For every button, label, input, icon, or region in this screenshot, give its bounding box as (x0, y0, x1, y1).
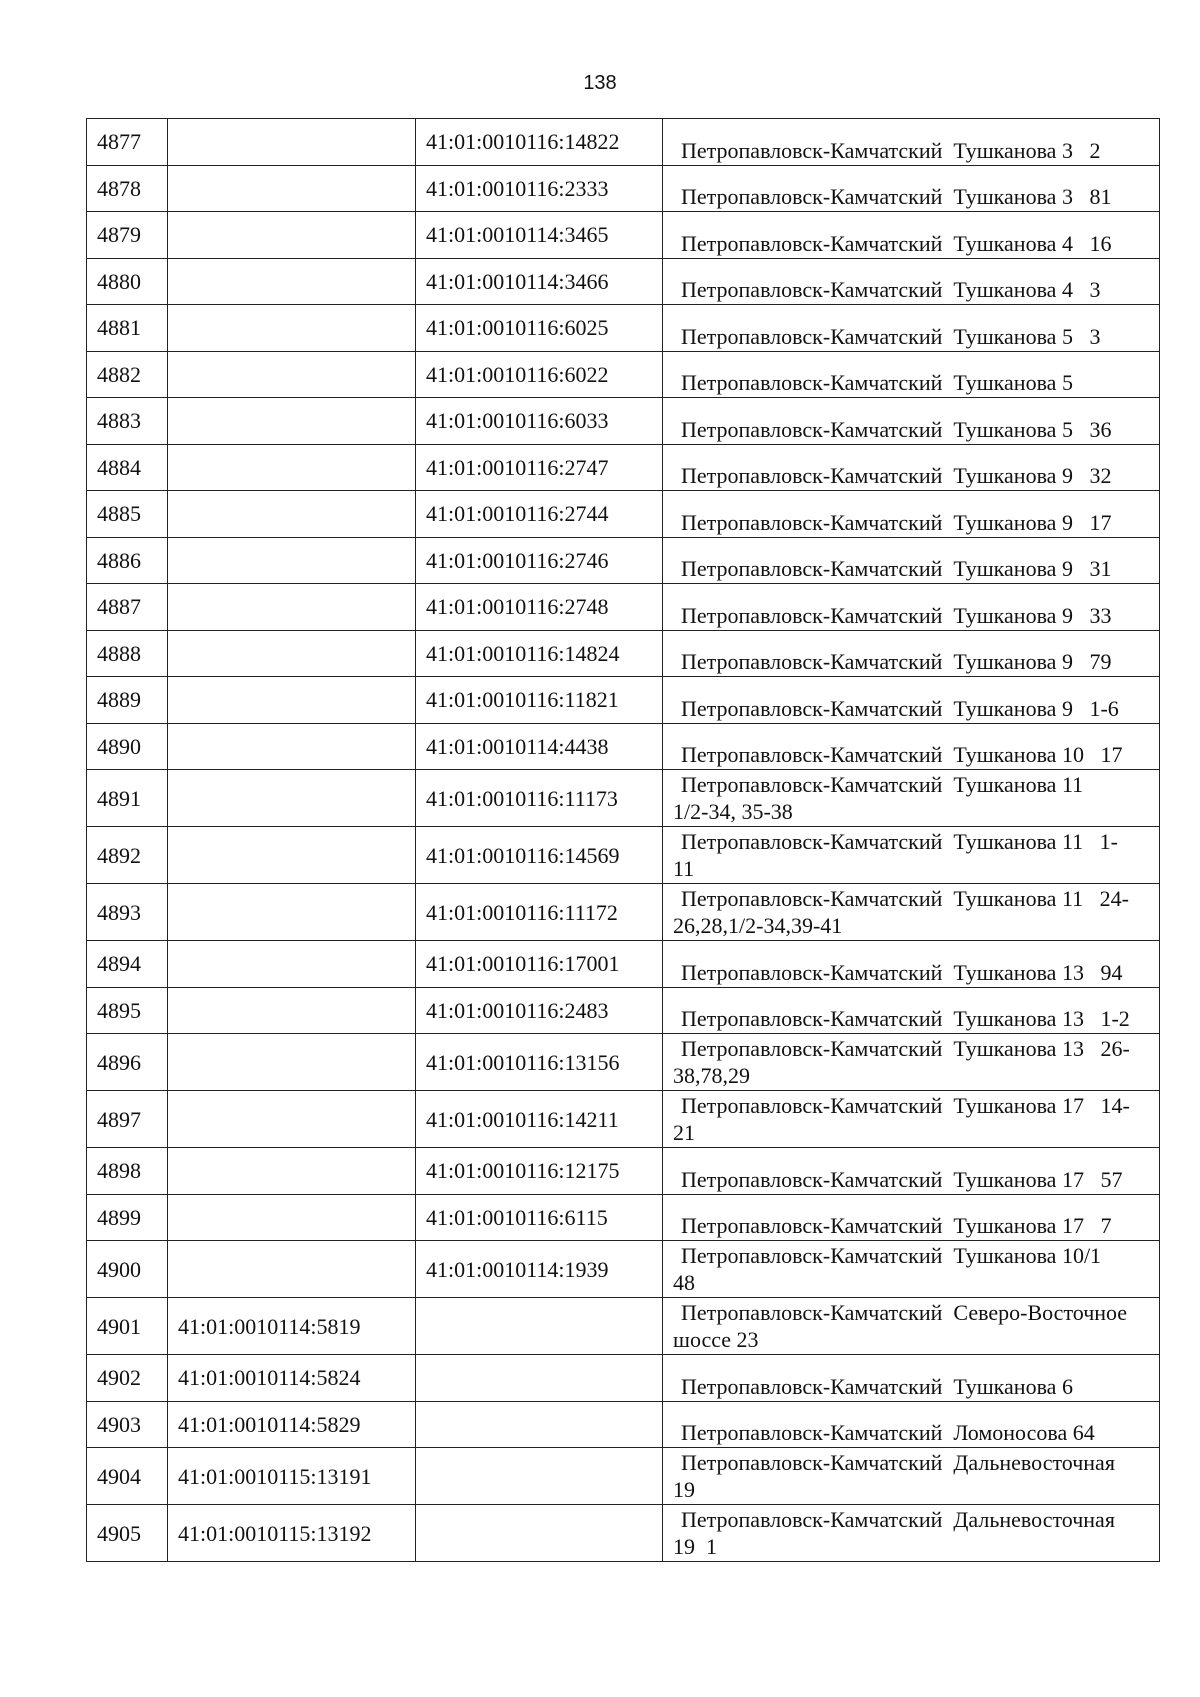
address-cell: Петропавловск-Камчатский Тушканова 4 3 (663, 258, 1160, 305)
address-cell: Петропавловск-Камчатский Тушканова 9 32 (663, 444, 1160, 491)
address-line: 48 (673, 1270, 695, 1295)
row-number-cell: 4887 (87, 584, 168, 631)
cadastral-number-cell (168, 1194, 416, 1241)
row-number-cell: 4905 (87, 1505, 168, 1562)
row-number-cell: 4899 (87, 1194, 168, 1241)
row-number-cell: 4893 (87, 884, 168, 941)
cadastral-number-cell: 41:01:0010116:13156 (416, 1034, 663, 1091)
row-number-cell: 4889 (87, 677, 168, 724)
address-cell (663, 1241, 1160, 1298)
address-cell (663, 770, 1160, 827)
table-row (87, 1034, 1160, 1091)
table-row (87, 1505, 1160, 1562)
cadastral-number-cell (168, 1034, 416, 1091)
cadastral-number-cell (168, 941, 416, 988)
table-row (87, 827, 1160, 884)
row-number-cell: 4894 (87, 941, 168, 988)
table-row (87, 1091, 1160, 1148)
cadastral-number-cell (416, 1448, 663, 1505)
cadastral-number-cell (168, 119, 416, 166)
address-cell: Петропавловск-Камчатский Ломоносова 64 (663, 1401, 1160, 1448)
cadastral-number-cell (168, 884, 416, 941)
row-number-cell: 4901 (87, 1298, 168, 1355)
address-line: Петропавловск-Камчатский Северо-Восточное (681, 1300, 1128, 1325)
cadastral-number-cell: 41:01:0010114:3465 (416, 212, 663, 259)
table-row (87, 444, 1160, 491)
cadastral-number-cell (168, 398, 416, 445)
row-number-cell: 4898 (87, 1148, 168, 1195)
cadastral-number-cell (168, 258, 416, 305)
address-cell (663, 1034, 1160, 1091)
cadastral-number-cell (168, 630, 416, 677)
address-line: Петропавловск-Камчатский Тушканова 17 14- (681, 1093, 1130, 1118)
table-row (87, 212, 1160, 259)
cadastral-number-cell (168, 537, 416, 584)
cadastral-number-cell: 41:01:0010114:1939 (416, 1241, 663, 1298)
address-line: Петропавловск-Камчатский Тушканова 10/1 (681, 1243, 1102, 1268)
table-row (87, 305, 1160, 352)
table-row (87, 723, 1160, 770)
cadastral-number-cell: 41:01:0010116:17001 (416, 941, 663, 988)
table-row (87, 884, 1160, 941)
cadastral-number-cell: 41:01:0010116:12175 (416, 1148, 663, 1195)
address-cell: Петропавловск-Камчатский Тушканова 9 1-6 (663, 677, 1160, 724)
address-cell: Петропавловск-Камчатский Тушканова 5 (663, 351, 1160, 398)
table-row (87, 351, 1160, 398)
cadastral-number-cell: 41:01:0010116:6022 (416, 351, 663, 398)
table-row (87, 1148, 1160, 1195)
cadastral-number-cell (416, 1355, 663, 1402)
cadastral-number-cell: 41:01:0010116:14822 (416, 119, 663, 166)
cadastral-number-cell: 41:01:0010116:2746 (416, 537, 663, 584)
table-row (87, 770, 1160, 827)
table-row (87, 1241, 1160, 1298)
cadastral-number-cell: 41:01:0010116:6115 (416, 1194, 663, 1241)
row-number-cell: 4881 (87, 305, 168, 352)
cadastral-number-cell: 41:01:0010116:14569 (416, 827, 663, 884)
cadastral-number-cell: 41:01:0010114:3466 (416, 258, 663, 305)
cadastral-number-cell: 41:01:0010116:14211 (416, 1091, 663, 1148)
address-line: Петропавловск-Камчатский Тушканова 11 (681, 772, 1084, 797)
address-cell: Петропавловск-Камчатский Тушканова 9 17 (663, 491, 1160, 538)
cadastral-number-cell: 41:01:0010116:2748 (416, 584, 663, 631)
row-number-cell: 4892 (87, 827, 168, 884)
cadastral-number-cell (168, 723, 416, 770)
address-cell (663, 884, 1160, 941)
cadastral-number-cell (168, 677, 416, 724)
row-number-cell: 4882 (87, 351, 168, 398)
address-cell (663, 1091, 1160, 1148)
address-line: 1/2-34, 35-38 (673, 799, 793, 824)
address-cell: Петропавловск-Камчатский Тушканова 9 79 (663, 630, 1160, 677)
cadastral-number-cell (168, 827, 416, 884)
cadastral-number-cell: 41:01:0010116:2333 (416, 165, 663, 212)
row-number-cell: 4891 (87, 770, 168, 827)
address-line: 19 1 (673, 1534, 717, 1559)
address-line: шоссе 23 (673, 1327, 759, 1352)
cadastral-number-cell (168, 1148, 416, 1195)
cadastral-number-cell: 41:01:0010116:2483 (416, 987, 663, 1034)
address-cell (663, 1298, 1160, 1355)
address-line: Петропавловск-Камчатский Дальневосточная (681, 1450, 1115, 1475)
cadastral-number-cell (416, 1401, 663, 1448)
table-row (87, 1194, 1160, 1241)
table-row (87, 119, 1160, 166)
cadastral-number-cell (168, 987, 416, 1034)
cadastral-number-cell (416, 1505, 663, 1562)
table-row (87, 537, 1160, 584)
cadastral-number-cell (168, 165, 416, 212)
address-cell (663, 827, 1160, 884)
table-row (87, 584, 1160, 631)
address-cell: Петропавловск-Камчатский Тушканова 5 36 (663, 398, 1160, 445)
address-line: 26,28,1/2-34,39-41 (673, 913, 843, 938)
address-cell: Петропавловск-Камчатский Тушканова 3 2 (663, 119, 1160, 166)
cadastral-number-cell (168, 305, 416, 352)
cadastral-number-cell: 41:01:0010114:5824 (168, 1355, 416, 1402)
address-line: Петропавловск-Камчатский Тушканова 11 1- (681, 829, 1118, 854)
table-row (87, 677, 1160, 724)
address-line: 11 (673, 856, 695, 881)
table-row (87, 491, 1160, 538)
address-cell: Петропавловск-Камчатский Тушканова 4 16 (663, 212, 1160, 259)
cadastral-number-cell (168, 1241, 416, 1298)
row-number-cell: 4900 (87, 1241, 168, 1298)
cadastral-number-cell: 41:01:0010115:13191 (168, 1448, 416, 1505)
row-number-cell: 4904 (87, 1448, 168, 1505)
address-line: 19 (673, 1477, 695, 1502)
address-cell: Петропавловск-Камчатский Тушканова 9 33 (663, 584, 1160, 631)
register-table (86, 118, 1160, 1562)
address-cell: Петропавловск-Камчатский Тушканова 5 3 (663, 305, 1160, 352)
row-number-cell: 4880 (87, 258, 168, 305)
row-number-cell: 4878 (87, 165, 168, 212)
cadastral-number-cell (416, 1298, 663, 1355)
address-cell: Петропавловск-Камчатский Тушканова 3 81 (663, 165, 1160, 212)
cadastral-number-cell: 41:01:0010116:6033 (416, 398, 663, 445)
register-table-body (87, 119, 1160, 1562)
table-row (87, 1355, 1160, 1402)
row-number-cell: 4877 (87, 119, 168, 166)
address-line: Петропавловск-Камчатский Тушканова 13 26- (681, 1036, 1130, 1061)
address-cell: Петропавловск-Камчатский Тушканова 13 94 (663, 941, 1160, 988)
address-line: 21 (673, 1120, 695, 1145)
table-row (87, 630, 1160, 677)
table-row (87, 987, 1160, 1034)
table-row (87, 1298, 1160, 1355)
table-row (87, 165, 1160, 212)
address-cell (663, 1448, 1160, 1505)
cadastral-number-cell: 41:01:0010116:11172 (416, 884, 663, 941)
cadastral-number-cell (168, 351, 416, 398)
row-number-cell: 4902 (87, 1355, 168, 1402)
cadastral-number-cell (168, 444, 416, 491)
row-number-cell: 4903 (87, 1401, 168, 1448)
row-number-cell: 4884 (87, 444, 168, 491)
cadastral-number-cell: 41:01:0010114:5829 (168, 1401, 416, 1448)
cadastral-number-cell: 41:01:0010116:14824 (416, 630, 663, 677)
table-row (87, 258, 1160, 305)
address-cell: Петропавловск-Камчатский Тушканова 6 (663, 1355, 1160, 1402)
row-number-cell: 4888 (87, 630, 168, 677)
row-number-cell: 4883 (87, 398, 168, 445)
address-line: Петропавловск-Камчатский Дальневосточная (681, 1507, 1115, 1532)
cadastral-number-cell: 41:01:0010116:6025 (416, 305, 663, 352)
cadastral-number-cell (168, 212, 416, 259)
address-cell: Петропавловск-Камчатский Тушканова 9 31 (663, 537, 1160, 584)
address-cell (663, 1505, 1160, 1562)
cadastral-number-cell: 41:01:0010116:11173 (416, 770, 663, 827)
row-number-cell: 4897 (87, 1091, 168, 1148)
table-row (87, 1448, 1160, 1505)
address-cell: Петропавловск-Камчатский Тушканова 17 57 (663, 1148, 1160, 1195)
row-number-cell: 4886 (87, 537, 168, 584)
cadastral-number-cell: 41:01:0010114:5819 (168, 1298, 416, 1355)
row-number-cell: 4885 (87, 491, 168, 538)
row-number-cell: 4879 (87, 212, 168, 259)
cadastral-number-cell: 41:01:0010116:2744 (416, 491, 663, 538)
cadastral-number-cell: 41:01:0010116:11821 (416, 677, 663, 724)
cadastral-number-cell (168, 584, 416, 631)
row-number-cell: 4896 (87, 1034, 168, 1091)
address-cell: Петропавловск-Камчатский Тушканова 17 7 (663, 1194, 1160, 1241)
address-cell: Петропавловск-Камчатский Тушканова 13 1-2 (663, 987, 1160, 1034)
address-line: Петропавловск-Камчатский Тушканова 11 24- (681, 886, 1129, 911)
address-line: 38,78,29 (673, 1063, 750, 1088)
row-number-cell: 4890 (87, 723, 168, 770)
cadastral-number-cell: 41:01:0010116:2747 (416, 444, 663, 491)
page-number: 138 (583, 72, 617, 94)
cadastral-number-cell: 41:01:0010114:4438 (416, 723, 663, 770)
row-number-cell: 4895 (87, 987, 168, 1034)
table-row (87, 398, 1160, 445)
table-row (87, 1401, 1160, 1448)
cadastral-number-cell: 41:01:0010115:13192 (168, 1505, 416, 1562)
cadastral-number-cell (168, 1091, 416, 1148)
cadastral-number-cell (168, 491, 416, 538)
address-cell: Петропавловск-Камчатский Тушканова 10 17 (663, 723, 1160, 770)
cadastral-number-cell (168, 770, 416, 827)
table-row (87, 941, 1160, 988)
